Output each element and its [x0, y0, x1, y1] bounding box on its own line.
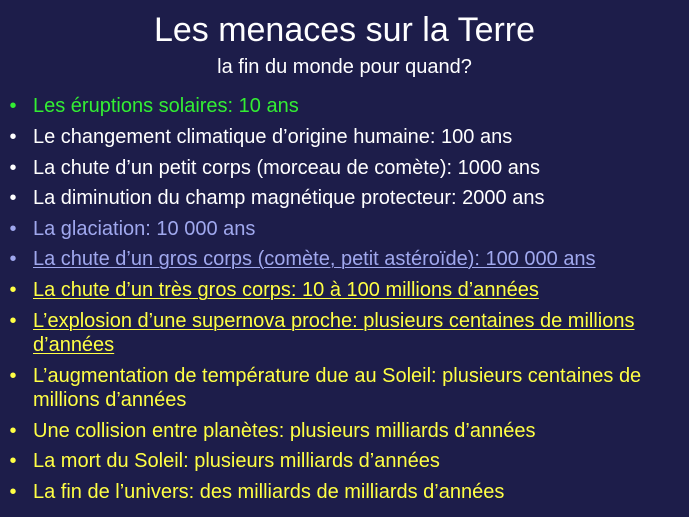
list-item-text: L’augmentation de température due au Soleil: plusieurs centaines de millions d’années [33, 365, 642, 411]
list-item-text: L’explosion d’une supernova proche: plusieurs centaines de millions d’années [33, 310, 635, 356]
list-item-text: La fin de l’univers: des milliards de milliards d’années [33, 481, 505, 503]
list-item-text: Les éruptions solaires: 10 ans [33, 95, 299, 117]
slide-title: Les menaces sur la Terre [153, 11, 536, 49]
bullet-icon: • [9, 365, 17, 387]
bullet-icon: • [9, 481, 17, 503]
bullet-icon: • [9, 95, 17, 117]
list-item-text: La chute d’un petit corps (morceau de comète): 1000 ans [33, 157, 540, 179]
list-item-text: La glaciation: 10 000 ans [33, 218, 256, 240]
list-item-text: La diminution du champ magnétique protecteur: 2000 ans [33, 187, 545, 209]
bullet-icon: • [9, 126, 17, 148]
bullet-icon: • [9, 218, 17, 240]
slide-subtitle: la fin du monde pour quand? [217, 56, 472, 78]
bullet-icon: • [9, 187, 17, 209]
bullet-icon: • [9, 420, 17, 442]
list-item-text: Une collision entre planètes: plusieurs milliards d’années [33, 420, 536, 442]
list-item-text: La chute d’un gros corps (comète, petit astéroïde): 100 000 ans [33, 248, 596, 270]
list-item-text: Le changement climatique d’origine humaine: 100 ans [33, 126, 513, 148]
list-item-text: La chute d’un très gros corps: 10 à 100 millions d’années [33, 279, 539, 301]
bullet-icon: • [9, 157, 17, 179]
list-item-text: La mort du Soleil: plusieurs milliards d’années [33, 450, 440, 472]
bullet-icon: • [9, 279, 17, 301]
bullet-icon: • [9, 248, 17, 270]
bullet-icon: • [9, 310, 17, 332]
bullet-icon: • [9, 450, 17, 472]
